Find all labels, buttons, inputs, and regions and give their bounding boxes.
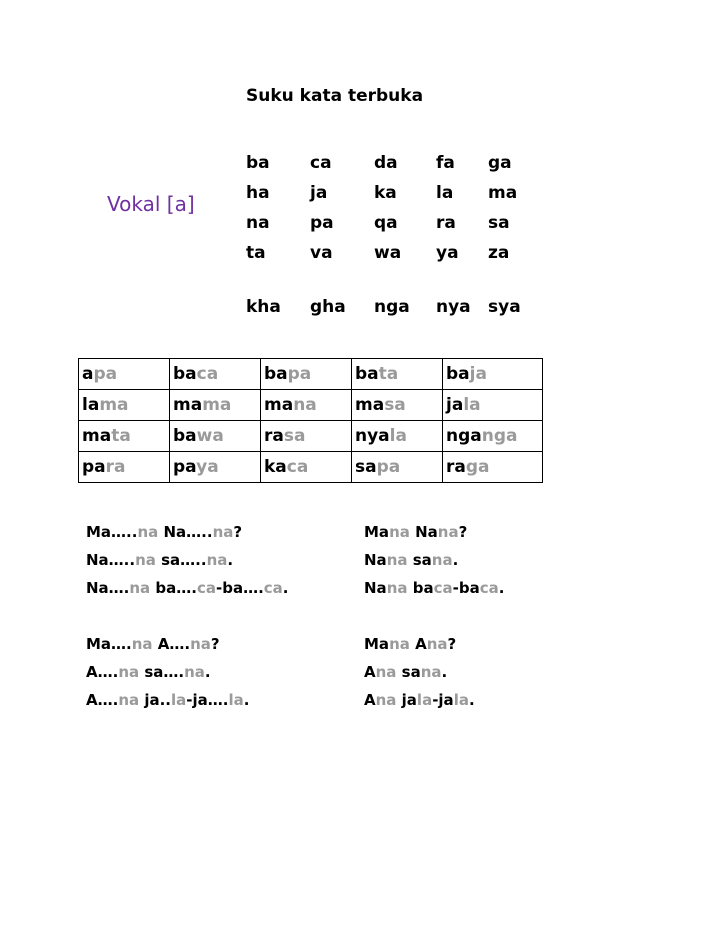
sentence-line — [86, 658, 289, 686]
syllable-strong: . — [468, 691, 475, 709]
syllable: ra — [436, 213, 456, 233]
syllable-faded: ma — [99, 395, 129, 415]
syllable: wa — [374, 243, 402, 263]
syllable: da — [374, 153, 398, 173]
syllable-strong: ka — [264, 457, 287, 477]
syllable: ta — [246, 243, 266, 263]
syllable-strong: ja — [396, 691, 417, 709]
syllable-strong: ma — [82, 426, 112, 446]
syllable-faded: ca — [433, 579, 453, 597]
syllable-strong: ba — [264, 364, 288, 384]
syllable-faded: wa — [196, 426, 224, 446]
page-title: Suku kata terbuka — [246, 86, 424, 106]
syllable-faded: ya — [196, 457, 219, 477]
syllable-faded: na — [375, 663, 397, 681]
sentence-line — [86, 574, 289, 602]
syllable-strong: sa…. — [139, 663, 185, 681]
word-cell — [170, 359, 261, 390]
table-row — [79, 359, 543, 390]
sentence-line — [86, 602, 289, 630]
syllable-faded: ta — [378, 364, 399, 384]
syllable-faded: ca — [196, 364, 219, 384]
syllable-strong: A — [364, 663, 376, 681]
syllable-strong: ba…. — [150, 579, 197, 597]
syllable-strong: A…. — [86, 691, 119, 709]
syllable: gha — [310, 297, 346, 317]
syllable-strong: . — [227, 551, 234, 569]
syllable-faded: na — [118, 691, 140, 709]
syllable-strong: . — [282, 579, 289, 597]
syllable-strong: ba — [173, 364, 197, 384]
syllable-faded: na — [431, 551, 453, 569]
syllable-faded: la — [416, 691, 433, 709]
word-cell — [261, 390, 352, 421]
syllable-strong: A — [364, 691, 376, 709]
syllable: nya — [436, 297, 471, 317]
syllable: kha — [246, 297, 281, 317]
syllable: qa — [374, 213, 398, 233]
sentence-line — [364, 546, 504, 574]
word-cell — [170, 452, 261, 483]
word-cell — [443, 421, 543, 452]
syllable: ja — [310, 183, 328, 203]
syllable-strong: ma — [264, 395, 294, 415]
syllable-faded: ca — [286, 457, 309, 477]
syllable-faded: ca — [479, 579, 499, 597]
syllable-faded: ca — [196, 579, 216, 597]
syllable-strong: ba — [355, 364, 379, 384]
syllable-strong: -ja — [432, 691, 454, 709]
syllable-faded: pa — [93, 364, 118, 384]
syllable-faded: nga — [481, 426, 518, 446]
syllable-strong: ? — [447, 635, 457, 653]
syllable-strong: sa — [407, 551, 432, 569]
syllable-faded: na — [420, 663, 442, 681]
syllable: ya — [436, 243, 459, 263]
syllable-strong: Na — [364, 579, 387, 597]
syllable-strong: a — [82, 364, 94, 384]
sentence-line — [86, 546, 289, 574]
syllable: sa — [488, 213, 510, 233]
syllable-strong: Na — [364, 551, 387, 569]
syllable-strong: -ja…. — [186, 691, 229, 709]
syllable: fa — [436, 153, 455, 173]
syllable-faded: ma — [202, 395, 232, 415]
syllable-strong: sa….. — [155, 551, 207, 569]
syllable-strong: ma — [355, 395, 385, 415]
syllable-faded: na — [190, 635, 211, 653]
word-cell — [352, 359, 443, 390]
syllable-faded: ca — [263, 579, 283, 597]
syllable-strong: ? — [233, 523, 243, 541]
syllable-strong: pa — [82, 457, 106, 477]
syllable-strong: ? — [458, 523, 468, 541]
syllable: pa — [310, 213, 334, 233]
syllable-strong: ba — [446, 364, 470, 384]
syllable: ca — [310, 153, 332, 173]
word-cell — [79, 452, 170, 483]
syllable-strong: -ba — [452, 579, 480, 597]
syllable-strong: . — [441, 663, 448, 681]
sentence-line — [86, 518, 289, 546]
syllable-strong: Ma….. — [86, 523, 138, 541]
syllable-strong: Na…. — [86, 579, 130, 597]
word-cell — [170, 421, 261, 452]
table-row — [79, 452, 543, 483]
syllable-faded: ga — [465, 457, 490, 477]
syllable-strong: pa — [173, 457, 197, 477]
syllable-faded: na — [131, 635, 153, 653]
syllable-faded: la — [453, 691, 469, 709]
syllable-strong: ra — [446, 457, 466, 477]
sentences-right — [364, 518, 504, 714]
syllable-strong: Na….. — [86, 551, 136, 569]
sentence-line — [364, 518, 504, 546]
syllable: la — [436, 183, 454, 203]
syllable-strong: . — [452, 551, 459, 569]
syllable-grid — [246, 148, 552, 322]
word-cell — [79, 390, 170, 421]
syllable: za — [488, 243, 510, 263]
syllable-faded: na — [212, 523, 234, 541]
sentence-line — [364, 574, 504, 602]
table-row — [79, 390, 543, 421]
word-cell — [352, 390, 443, 421]
syllable-faded: la — [228, 691, 244, 709]
word-cell — [443, 359, 543, 390]
syllable-row — [246, 178, 552, 208]
syllable-strong: sa — [396, 663, 421, 681]
table-row — [79, 421, 543, 452]
word-cell — [79, 359, 170, 390]
syllable: sya — [488, 297, 521, 317]
word-cell — [443, 390, 543, 421]
syllable-faded: na — [426, 635, 448, 653]
syllable-faded: ta — [111, 426, 131, 446]
syllable-faded: pa — [376, 457, 401, 477]
syllable-row — [246, 292, 552, 322]
syllable-faded: na — [389, 635, 410, 653]
syllable: ma — [488, 183, 518, 203]
syllable: ga — [488, 153, 512, 173]
syllable-faded: na — [389, 523, 410, 541]
word-cell — [352, 452, 443, 483]
syllable-strong: ja.. — [139, 691, 172, 709]
syllable-strong: Na — [409, 523, 438, 541]
syllable-faded: la — [171, 691, 187, 709]
syllable-faded: na — [293, 395, 317, 415]
syllable-faded: na — [206, 551, 228, 569]
syllable-strong: la — [82, 395, 100, 415]
syllable-row — [246, 148, 552, 178]
syllable: ha — [246, 183, 270, 203]
word-cell — [170, 390, 261, 421]
word-cell — [79, 421, 170, 452]
syllable-strong: -ba…. — [215, 579, 264, 597]
syllable-strong: A…. — [152, 635, 191, 653]
word-cell — [352, 421, 443, 452]
syllable-strong: A…. — [86, 663, 119, 681]
syllable-faded: na — [137, 523, 159, 541]
sentence-line — [364, 630, 504, 658]
syllable-faded: na — [375, 691, 397, 709]
syllable-faded: na — [386, 551, 408, 569]
syllable-strong: ra — [264, 426, 284, 446]
sentence-line — [86, 686, 289, 714]
vokal-label: Vokal [a] — [107, 192, 195, 216]
syllable-faded: na — [184, 663, 205, 681]
word-cell — [261, 452, 352, 483]
sentences-left — [86, 518, 289, 714]
syllable-faded: sa — [283, 426, 306, 446]
syllable-strong: Na….. — [158, 523, 213, 541]
syllable: va — [310, 243, 333, 263]
syllable-faded: na — [386, 579, 408, 597]
syllable: nga — [374, 297, 410, 317]
word-cell — [261, 359, 352, 390]
syllable-strong: ba — [407, 579, 434, 597]
syllable-strong: nya — [355, 426, 390, 446]
syllable-faded: na — [118, 663, 140, 681]
syllable-strong: Ma — [364, 635, 390, 653]
syllable-faded: pa — [287, 364, 312, 384]
word-cell — [443, 452, 543, 483]
syllable-strong: ? — [210, 635, 220, 653]
syllable-strong: . — [243, 691, 250, 709]
syllable: ba — [246, 153, 270, 173]
syllable-strong: Ma — [364, 523, 390, 541]
syllable-strong: sa — [355, 457, 377, 477]
syllable-faded: ja — [469, 364, 487, 384]
word-table — [78, 358, 543, 483]
word-cell — [261, 421, 352, 452]
syllable-strong: nga — [446, 426, 482, 446]
sentence-line — [86, 630, 289, 658]
syllable-strong: . — [204, 663, 211, 681]
syllable-faded: la — [389, 426, 407, 446]
syllable-strong: . — [498, 579, 505, 597]
sentence-line — [364, 602, 504, 630]
syllable-faded: la — [463, 395, 481, 415]
syllable-strong: ma — [173, 395, 203, 415]
syllable-faded: na — [135, 551, 156, 569]
syllable-strong: A — [409, 635, 427, 653]
sentence-line — [364, 686, 504, 714]
syllable-row — [246, 238, 552, 268]
syllable-row — [246, 208, 552, 238]
syllable-faded: sa — [384, 395, 406, 415]
syllable: na — [246, 213, 270, 233]
syllable: ka — [374, 183, 397, 203]
syllable-strong: ja — [446, 395, 464, 415]
sentence-line — [364, 658, 504, 686]
syllable-faded: ra — [105, 457, 126, 477]
syllable-faded: na — [437, 523, 459, 541]
syllable-strong: ba — [173, 426, 197, 446]
syllable-faded: na — [129, 579, 151, 597]
syllable-strong: Ma…. — [86, 635, 132, 653]
